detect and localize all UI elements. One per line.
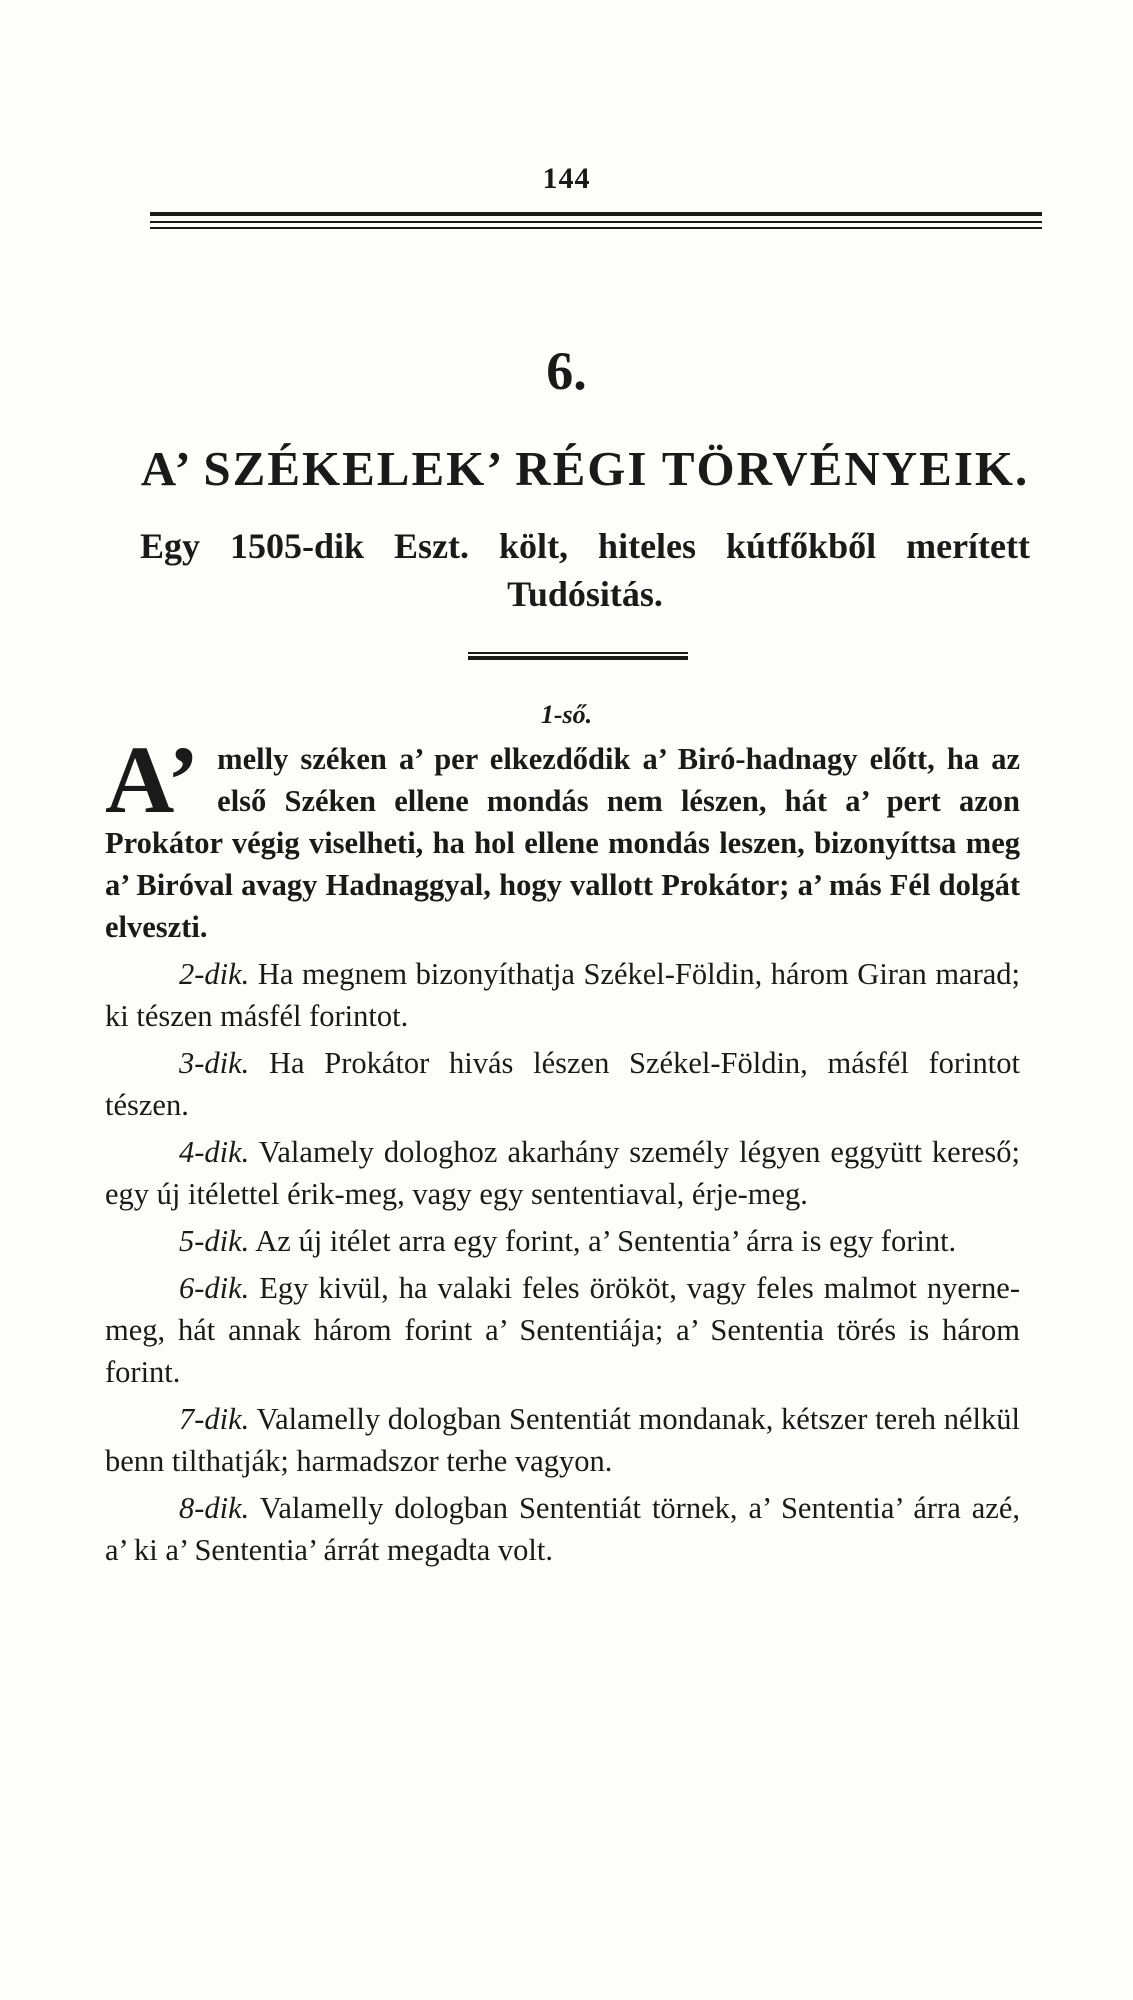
title-separator-rule xyxy=(468,652,688,662)
article-5 xyxy=(105,1220,1020,1262)
article-4 xyxy=(105,1131,1020,1215)
article-8 xyxy=(105,1487,1020,1571)
separator-line-bottom xyxy=(468,656,688,660)
header-rule-thick xyxy=(150,212,1042,216)
article-2 xyxy=(105,953,1020,1037)
section-number: 6. xyxy=(546,341,587,401)
articles-body xyxy=(105,726,1021,1576)
article-3-number: 3-dik. xyxy=(179,1046,250,1080)
chapter-title: A’ SZÉKELEK’ RÉGI TÖRVÉNYEIK. xyxy=(140,441,1030,496)
article-6 xyxy=(105,1267,1020,1393)
article-5-number: 5-dik. xyxy=(179,1224,250,1258)
article-1 xyxy=(105,726,1020,948)
page-number: 144 xyxy=(542,162,591,195)
article-2-text: Ha megnem bizonyíthatja Székel-Földin, három Giran marad; ki tészen másfél forintot. xyxy=(105,957,1020,1033)
article-2-number: 2-dik. xyxy=(179,957,250,991)
article-7-text: Valamelly dologban Sententiát mondanak, kétszer tereh nélkül benn tilthatják; harmadszor terhe vagyon. xyxy=(105,1402,1020,1478)
article-1-text: melly széken a’ per elkezdődik a’ Biró-hadnagy előtt, ha az első Széken ellene mondás nem lészen, hát a’ pert azon Prokátor végig viselheti, ha hol ellene mondás leszen, bizonyíttsa meg a’ Biróval avagy Hadnaggyal, hogy vallott Prokátor; a’ más Fél dolgát elveszti. xyxy=(105,742,1020,944)
header-rule-mid xyxy=(150,221,1042,223)
chapter-subtitle: Egy 1505-dik Eszt. költ, hiteles kútfőkből merített Tudósitás. xyxy=(140,526,1030,614)
separator-line-top xyxy=(468,652,688,654)
article-8-number: 8-dik. xyxy=(179,1491,250,1525)
article-4-number: 4-dik. xyxy=(179,1135,250,1169)
article-3 xyxy=(105,1042,1020,1126)
article-3-text: Ha Prokátor hivás lészen Székel-Földin, másfél forintot tészen. xyxy=(105,1046,1020,1122)
article-6-number: 6-dik. xyxy=(179,1271,250,1305)
article-4-text: Valamely dologhoz akarhány személy légyen eggyütt kereső; egy új itélettel érik-meg, vagy egy sententiaval, érje-meg. xyxy=(105,1135,1020,1211)
header-double-rule xyxy=(150,212,1042,234)
article-6-text: Egy kivül, ha valaki feles örököt, vagy feles malmot nyerne-meg, hát annak három forint a’ Sententiája; a’ Sententia törés is három forint. xyxy=(105,1271,1021,1389)
header-rule-thin xyxy=(150,227,1042,229)
article-1-heading: 1-ső. xyxy=(540,700,593,729)
drop-cap: A’ xyxy=(105,726,200,833)
article-7-number: 7-dik. xyxy=(179,1402,250,1436)
article-8-text: Valamelly dologban Sententiát törnek, a’ Sententia’ árra azé, a’ ki a’ Sententia’ árrát megadta volt. xyxy=(105,1491,1020,1567)
article-7 xyxy=(105,1398,1020,1482)
article-5-text: Az új itélet arra egy forint, a’ Sententia’ árra is egy forint. xyxy=(255,1224,957,1258)
